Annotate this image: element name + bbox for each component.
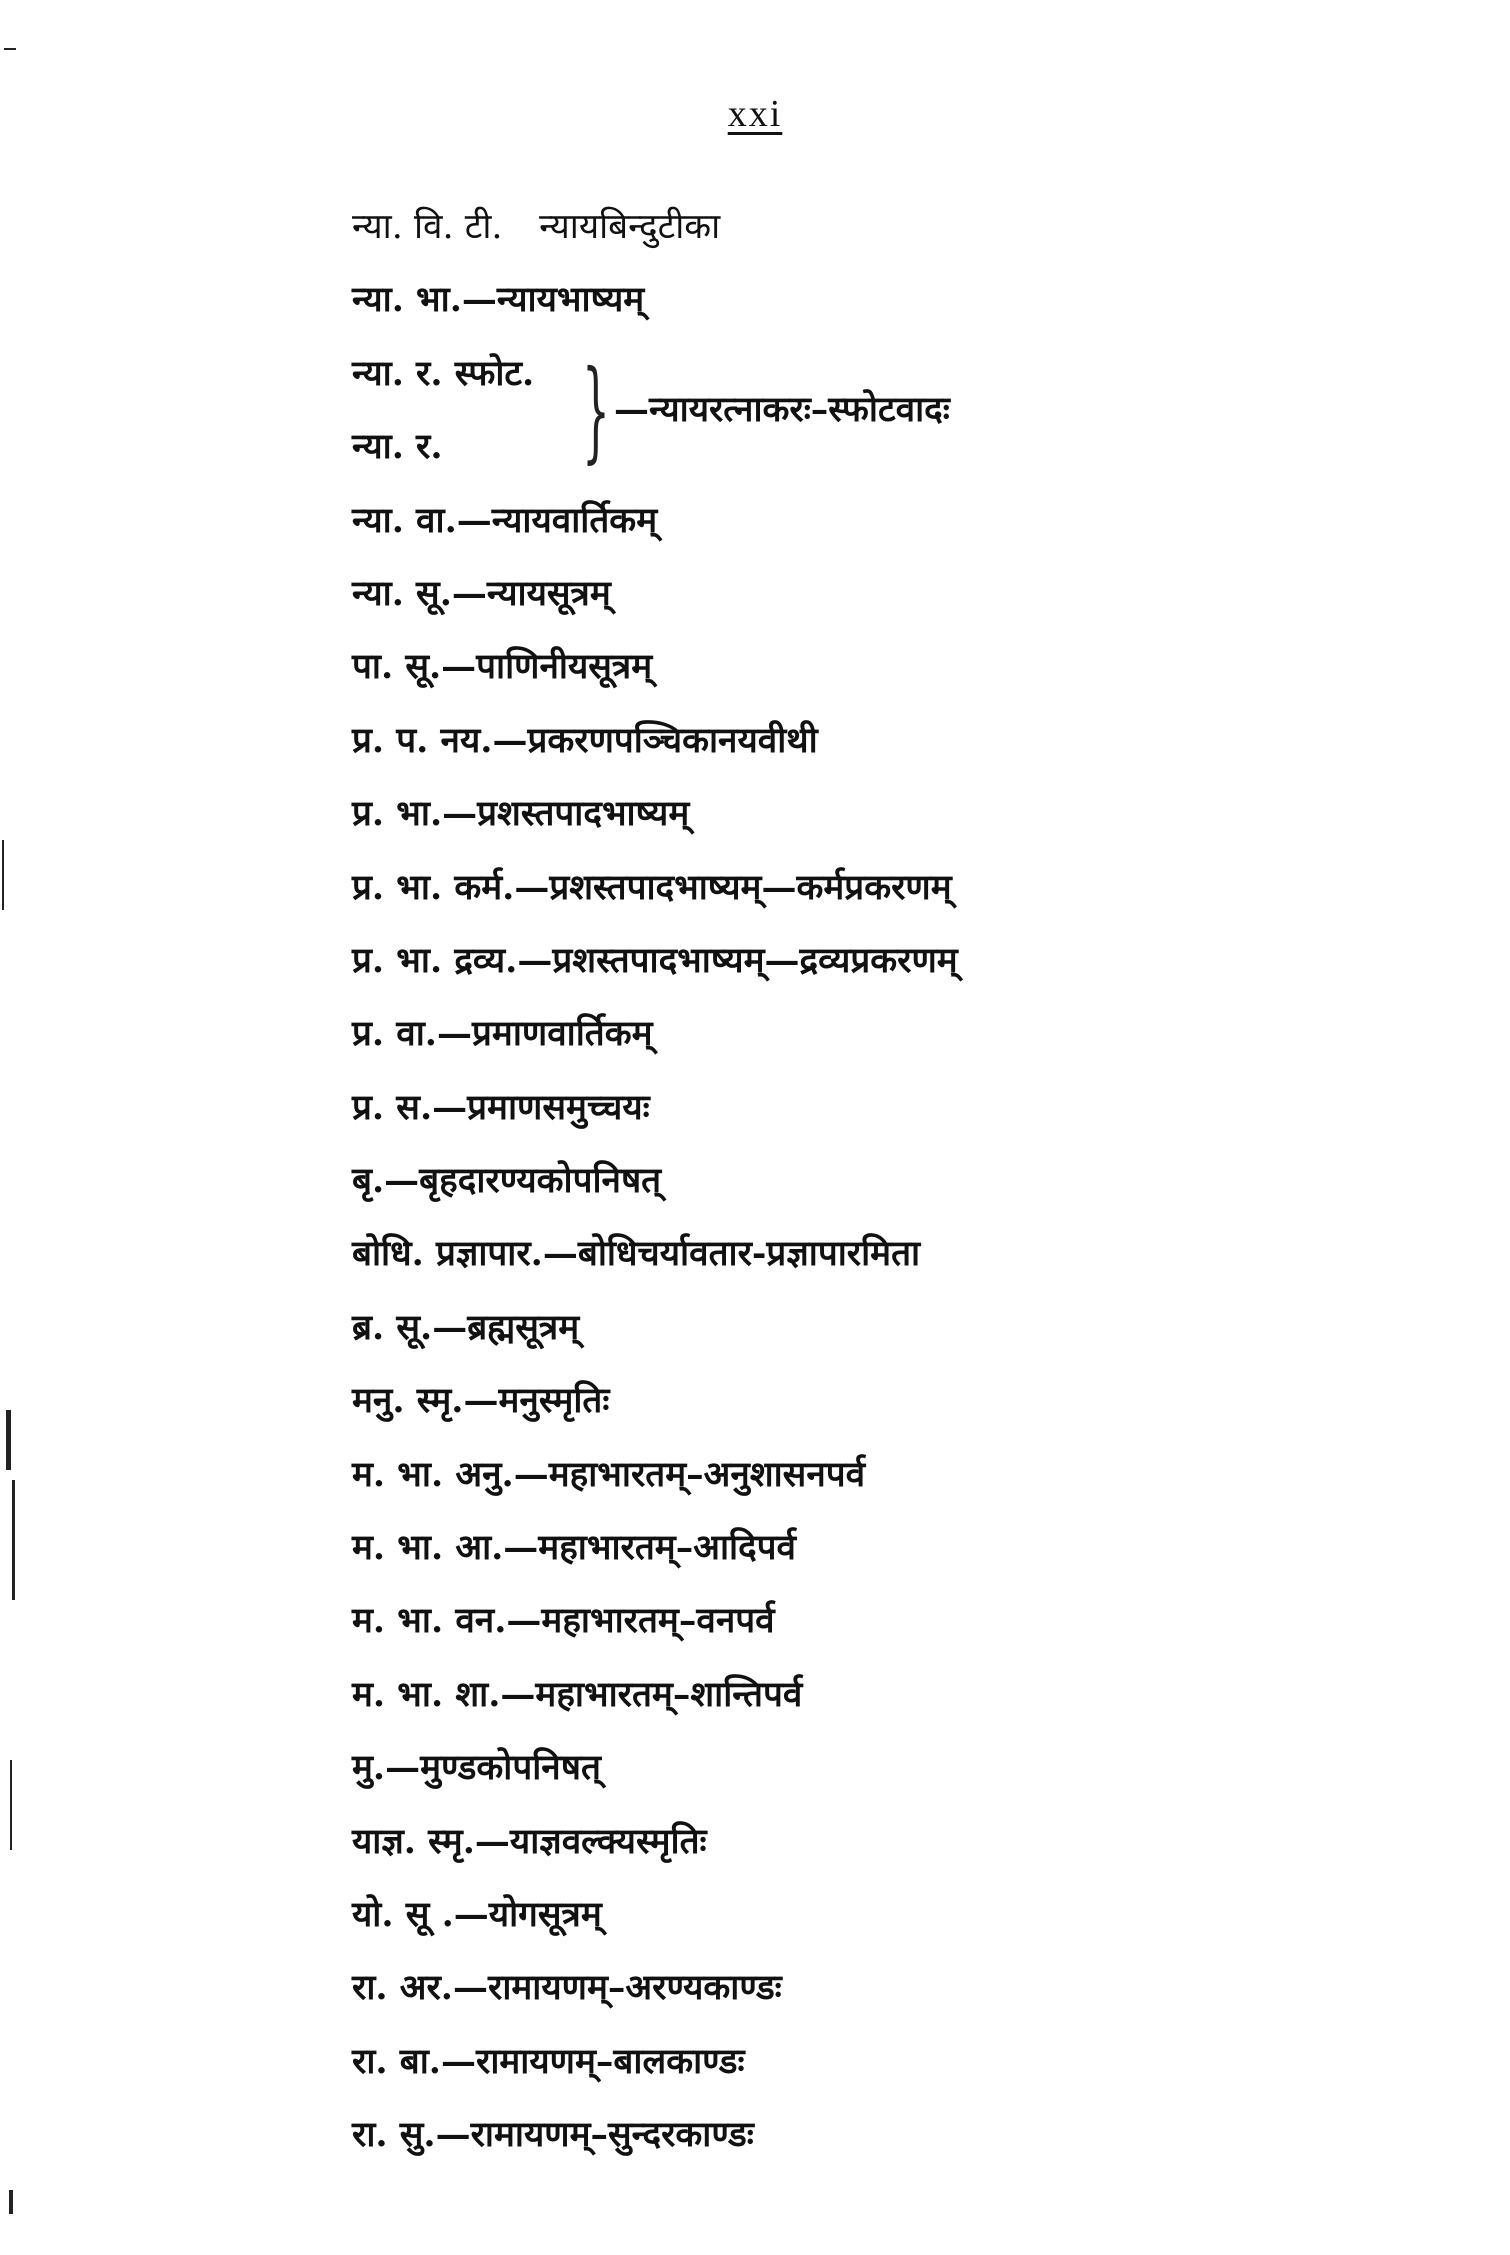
separator: — [385, 1747, 421, 1789]
separator: — [542, 1233, 578, 1275]
abbreviation-entry [352, 630, 1472, 703]
abbreviation: न्या. वि. टी. [352, 207, 503, 247]
expansion: रामायणम्–बालकाण्डः [476, 2040, 745, 2082]
separator: — [441, 2040, 476, 2082]
abbreviation-entry [352, 851, 1472, 924]
separator: — [461, 279, 497, 321]
abbreviation-entry [352, 1144, 1472, 1217]
expansion: न्यायभाष्यम् [496, 279, 645, 321]
expansion: न्यायवार्तिकम् [491, 499, 658, 541]
abbreviation-entry [352, 1951, 1472, 2024]
separator: — [513, 1453, 549, 1495]
abbreviation-entry [352, 1658, 1472, 1731]
abbreviation: प्र. भा. [352, 793, 443, 835]
expansion: प्रशस्तपादभाष्यम् [477, 793, 690, 835]
expansion: पाणिनीयसूत्रम् [476, 646, 653, 688]
abbreviation: याज्ञ. स्मृ. [352, 1820, 475, 1862]
separator: — [442, 793, 478, 835]
abbreviation: म. भा. आ. [352, 1527, 504, 1569]
separator: — [453, 1894, 489, 1935]
separator: — [503, 1527, 539, 1569]
expansion: —न्यायरत्नाकरः–स्फोटवादः [614, 388, 950, 430]
abbreviation-entry [352, 924, 1472, 997]
abbreviation: बोधि. प्रज्ञापार. [352, 1233, 543, 1275]
abbreviation-entry [352, 1291, 1472, 1364]
abbreviation-entry [352, 1511, 1472, 1584]
expansion: न्यायसूत्रम् [486, 572, 611, 614]
separator: — [441, 646, 477, 688]
abbreviation-entry [352, 777, 1472, 850]
abbreviation: न्या. सू. [352, 572, 452, 614]
separator: — [474, 1820, 510, 1862]
abbreviation-entry [352, 1731, 1472, 1804]
separator: — [384, 1160, 420, 1202]
expansion: बोधिचर्यावतार-प्रज्ञापारमिता [577, 1233, 921, 1275]
abbreviation: मु. [352, 1747, 386, 1789]
abbreviation-entry [352, 190, 1472, 263]
abbreviation-entry [352, 263, 1472, 336]
expansion: याज्ञवल्क्यस्मृतिः [509, 1820, 707, 1862]
abbreviation: मनु. स्मृ. [352, 1380, 464, 1422]
separator [503, 206, 540, 247]
expansion: महाभारतम्–शान्तिपर्व [535, 1673, 803, 1715]
abbreviation-entries [352, 484, 1472, 2172]
expansion: प्रशस्तपादभाष्यम्—कर्मप्रकरणम् [549, 866, 952, 908]
abbreviation: म. भा. शा. [352, 1673, 501, 1715]
abbreviation: प्र. वा. [352, 1013, 437, 1055]
abbreviation-entry [352, 1438, 1472, 1511]
abbreviation-list [352, 190, 1472, 2172]
abbreviation: प्र. भा. कर्म. [352, 866, 515, 908]
expansion: महाभारतम्–आदिपर्व [538, 1527, 797, 1569]
abbreviation: म. भा. अनु. [352, 1453, 514, 1495]
separator: — [463, 1380, 499, 1422]
abbreviation-entry [352, 1364, 1472, 1437]
abbreviation: बृ. [352, 1160, 385, 1202]
expansion: ब्रह्मसूत्रम् [467, 1306, 580, 1348]
scan-margin-marks [0, 0, 30, 2255]
expansion: प्रकरणपञ्चिकानयवीथी [527, 719, 818, 761]
abbreviation: रा. बा. [352, 2040, 441, 2082]
separator: — [500, 1673, 536, 1715]
separator: — [453, 1967, 488, 2009]
abbreviation-entry [352, 2098, 1472, 2171]
abbreviation: न्या. वा. [352, 499, 457, 541]
abbreviation: यो. सू . [352, 1894, 454, 1935]
expansion: मुण्डकोपनिषत् [420, 1747, 601, 1789]
abbreviation-entry [352, 997, 1472, 1070]
abbreviation: पा. सू. [352, 646, 442, 688]
expansion: रामायणम्–सुन्दरकाण्डः [470, 2114, 754, 2156]
expansion: बृहदारण्यकोपनिषत् [419, 1160, 662, 1202]
abbreviation: न्या. र. स्फोट. [352, 352, 535, 394]
abbreviation-entry [352, 1584, 1472, 1657]
expansion: मनुस्मृतिः [498, 1380, 610, 1422]
separator: — [451, 572, 487, 614]
separator: — [437, 1013, 472, 1055]
abbreviation-entry [352, 1217, 1472, 1290]
separator: — [432, 1086, 468, 1128]
expansion: न्यायबिन्दुटीका [539, 207, 721, 247]
abbreviation: न्या. र. [352, 426, 443, 468]
abbreviation-entry [352, 557, 1472, 630]
page-number: xxi [727, 93, 783, 135]
abbreviation: म. भा. वन. [352, 1600, 507, 1642]
expansion: महाभारतम्–अनुशासनपर्व [548, 1453, 866, 1495]
expansion: महाभारतम्–वनपर्व [541, 1600, 775, 1642]
abbreviation-entry [352, 1878, 1472, 1951]
expansion: प्रमाणसमुच्चयः [467, 1086, 650, 1128]
abbreviation: न्या. भा. [352, 279, 462, 321]
abbreviation: प्र. भा. द्रव्य. [352, 939, 518, 981]
brace-glyph: } [582, 345, 610, 474]
abbreviation: प्र. प. नय. [352, 719, 493, 761]
abbreviation: प्र. स. [352, 1086, 433, 1128]
grouped-abbreviation-entry [352, 337, 1472, 484]
abbreviation-entry [352, 1071, 1472, 1144]
separator: — [456, 499, 492, 541]
abbreviation-entry [352, 484, 1472, 557]
abbreviation-entry [352, 2025, 1472, 2098]
expansion: रामायणम्–अरण्यकाण्डः [488, 1967, 782, 2009]
separator: — [432, 1306, 468, 1348]
expansion: योगसूत्रम् [488, 1894, 602, 1935]
separator: — [506, 1600, 542, 1642]
separator: — [492, 719, 528, 761]
separator: — [514, 866, 550, 908]
abbreviation: रा. सु. [352, 2114, 436, 2156]
expansion: प्रमाणवार्तिकम् [472, 1013, 653, 1055]
abbreviation: ब्र. सू. [352, 1306, 433, 1348]
abbreviation-entry [352, 1805, 1472, 1878]
abbreviation-entry [352, 704, 1472, 777]
expansion: प्रशस्तपादभाष्यम्—द्रव्यप्रकरणम् [552, 939, 958, 981]
abbreviation: रा. अर. [352, 1967, 453, 2009]
separator: — [435, 2114, 471, 2156]
separator: — [517, 939, 553, 981]
